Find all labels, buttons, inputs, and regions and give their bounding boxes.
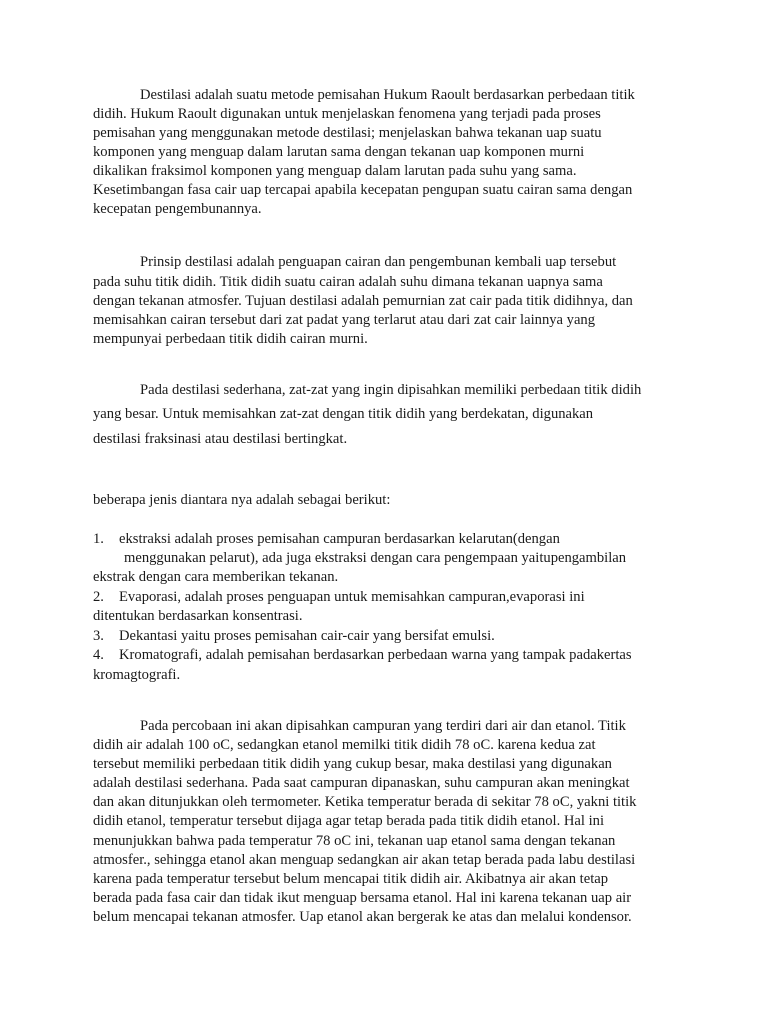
list-item-wrap: kromagtografi.: [93, 667, 181, 683]
list-number: 4.: [93, 647, 104, 663]
text-line: yang besar. Untuk memisahkan zat-zat dengan titik didih yang berdekatan, digunakan: [93, 406, 594, 422]
text-line: karena pada temperatur tersebut belum mencapai titik didih air. Akibatnya air akan tetap: [93, 871, 609, 887]
text-line: memisahkan cairan tersebut dari zat padat yang terlarut atau dari zat cair lainnya yang: [93, 312, 596, 328]
list-text: ekstraksi adalah proses pemisahan campuran berdasarkan kelarutan(dengan: [119, 531, 560, 547]
text-line: menunjukkan bahwa pada temperatur 78 oC ini, tekanan uap etanol sama dengan tekanan: [93, 833, 616, 849]
text-line: komponen yang menguap dalam larutan sama dengan tekanan uap komponen murni: [93, 144, 585, 160]
text-line: pada suhu titik didih. Titik didih suatu cairan adalah suhu dimana tekanan uapnya sama: [93, 274, 603, 290]
text-line: dikalikan fraksimol komponen yang menguap dalam larutan pada suhu yang sama.: [93, 163, 577, 179]
text-line: belum mencapai tekanan atmosfer. Uap etanol akan bergerak ke atas dan melalui kondensor.: [93, 909, 632, 925]
text-line: kecepatan pengembunannya.: [93, 201, 262, 217]
list-item: [93, 588, 585, 607]
text-line: didih etanol, temperatur tersebut dijaga agar tetap berada pada titik didih etanol. Hal ini: [93, 813, 605, 829]
text-line: pemisahan yang menggunakan metode destilasi; menjelaskan bahwa tekanan uap suatu: [93, 125, 602, 141]
text-line: adalah destilasi sederhana. Pada saat campuran dipanaskan, suhu campuran akan meningkat: [93, 775, 630, 791]
text-line: didih. Hukum Raoult digunakan untuk menjelaskan fenomena yang terjadi pada proses: [93, 106, 601, 122]
text-line: berada pada fasa cair dan tidak ikut menguap bersama etanol. Hal ini karena tekanan uap air: [93, 890, 632, 906]
text-line: Pada destilasi sederhana, zat-zat yang ingin dipisahkan memiliki perbedaan titik didih: [140, 382, 642, 398]
list-item: [93, 646, 632, 665]
text-line: Prinsip destilasi adalah penguapan cairan dan pengembunan kembali uap tersebut: [140, 254, 617, 270]
list-item: [93, 627, 495, 646]
list-text: Evaporasi, adalah proses penguapan untuk memisahkan campuran,evaporasi ini: [119, 589, 585, 605]
list-item-wrap: ekstrak dengan cara memberikan tekanan.: [93, 569, 339, 585]
text-line: Kesetimbangan fasa cair uap tercapai apabila kecepatan pengupan suatu cairan sama dengan: [93, 182, 633, 198]
list-number: 2.: [93, 589, 104, 605]
text-line: Destilasi adalah suatu metode pemisahan Hukum Raoult berdasarkan perbedaan titik: [140, 87, 635, 103]
text-line: Pada percobaan ini akan dipisahkan campuran yang terdiri dari air dan etanol. Titik: [140, 718, 626, 734]
text-line: dengan tekanan atmosfer. Tujuan destilasi adalah pemurnian zat cair pada titik didihnya, dan: [93, 293, 633, 309]
list-item-continuation: menggunakan pelarut), ada juga ekstraksi dengan cara pengempaan yaitupengambilan: [124, 550, 627, 566]
text-line: atmosfer., sehingga etanol akan menguap sedangkan air akan tetap berada pada labu destilasi: [93, 852, 636, 868]
list-number: 3.: [93, 628, 104, 644]
list-item: [93, 530, 560, 549]
text-line: didih air adalah 100 oC, sedangkan etanol memilki titik didih 78 oC. karena kedua zat: [93, 737, 596, 753]
text-line: destilasi fraksinasi atau destilasi bertingkat.: [93, 431, 348, 447]
list-text: Dekantasi yaitu proses pemisahan cair-cair yang bersifat emulsi.: [119, 628, 495, 644]
list-intro: beberapa jenis diantara nya adalah sebagai berikut:: [93, 492, 391, 508]
text-line: dan akan ditunjukkan oleh termometer. Ketika temperatur berada di sekitar 78 oC, yakni titik: [93, 794, 637, 810]
text-line: tersebut memiliki perbedaan titik didih yang cukup besar, maka destilasi yang digunakan: [93, 756, 612, 772]
list-text: Kromatografi, adalah pemisahan berdasarkan perbedaan warna yang tampak padakertas: [119, 647, 632, 663]
list-item-wrap: ditentukan berdasarkan konsentrasi.: [93, 608, 303, 624]
list-number: 1.: [93, 531, 104, 547]
text-line: mempunyai perbedaan titik didih cairan murni.: [93, 331, 368, 347]
